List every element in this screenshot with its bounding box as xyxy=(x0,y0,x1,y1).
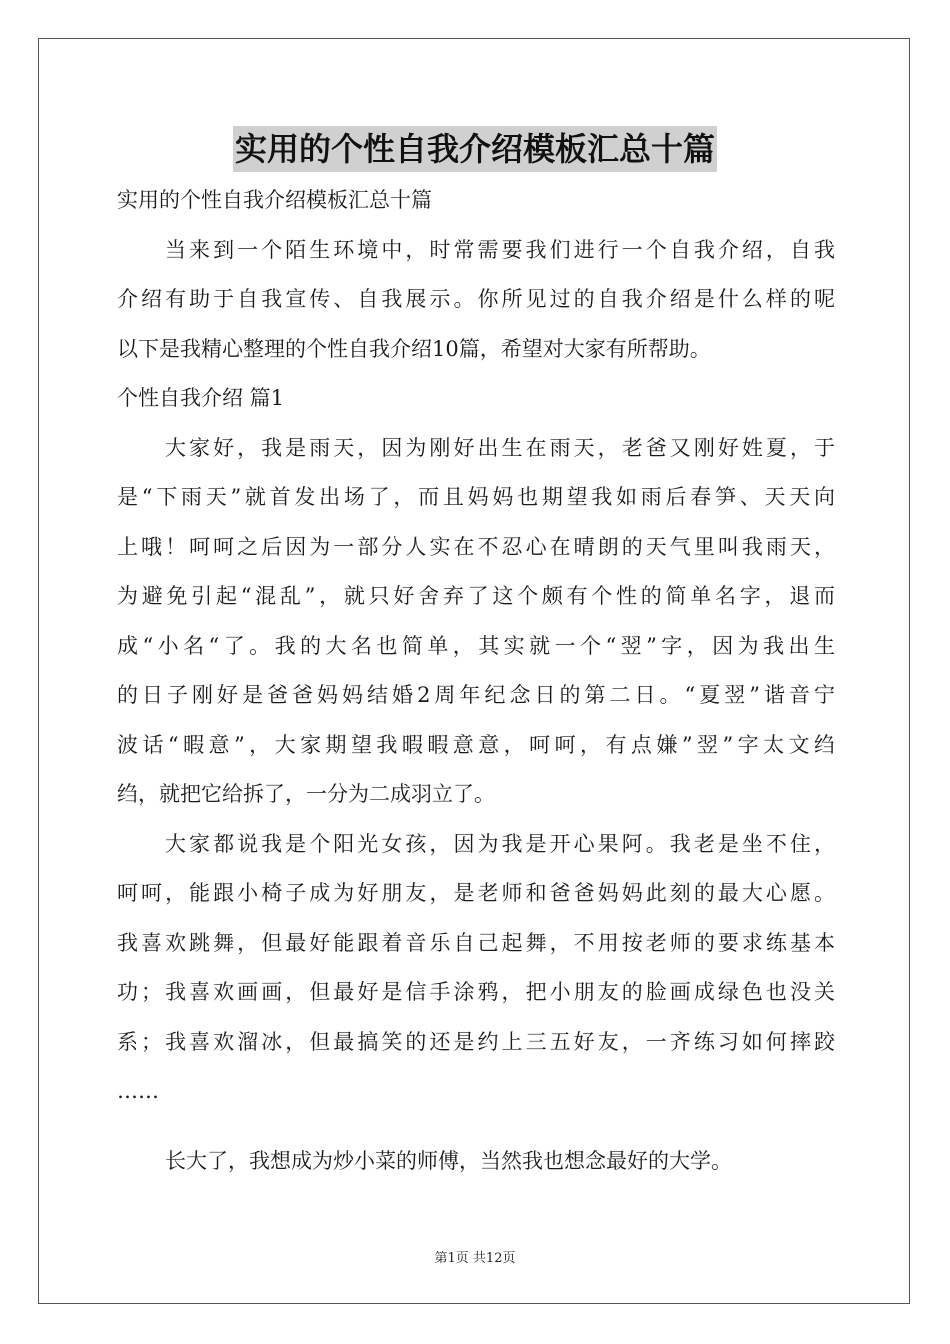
para2-line-5: 系；我喜欢溜冰，但最搞笑的还是约上三五好友，一齐练习如何摔跤 xyxy=(117,1029,835,1054)
document-title-text: 实用的个性自我介绍模板汇总十篇 xyxy=(233,126,717,172)
para2-line-1: 大家都说我是个阳光女孩，因为我是开心果阿。我老是坐不住， xyxy=(165,831,835,856)
subtitle-line: 实用的个性自我介绍模板汇总十篇 xyxy=(117,188,432,212)
document-body xyxy=(117,176,835,1186)
paragraph-gap xyxy=(117,1117,835,1137)
para3-line-1: 长大了，我想成为炒小菜的师傅，当然我也想念最好的大学。 xyxy=(165,1148,732,1173)
para1-line-1: 大家好，我是雨天，因为刚好出生在雨天，老爸又刚好姓夏，于 xyxy=(165,435,835,460)
para1-line-4: 为避免引起“混乱”，就只好舍弃了这个颇有个性的简单名字，退而 xyxy=(117,584,835,608)
para1-line-5: 成“小名“了。我的大名也简单，其实就一个“翌”字，因为我出生 xyxy=(117,633,835,658)
para1-line-2: 是“下雨天”就首发出场了，而且妈妈也期望我如雨后春笋、天天向 xyxy=(117,485,835,509)
para1-line-3: 上哦！呵呵之后因为一部分人实在不忍心在晴朗的天气里叫我雨天， xyxy=(117,534,835,559)
para1-line-6: 的日子刚好是爸爸妈妈结婚2周年纪念日的第二日。“夏翌”谐音宁 xyxy=(117,683,835,707)
para2-line-6: …… xyxy=(117,1079,159,1103)
intro-line-1: 当来到一个陌生环境中，时常需要我们进行一个自我介绍，自我 xyxy=(165,237,835,262)
para2-line-2: 呵呵，能跟小椅子成为好朋友，是老师和爸爸妈妈此刻的最大心愿。 xyxy=(117,881,835,905)
para2-line-4: 功；我喜欢画画，但最好是信手涂鸦，把小朋友的脸画成绿色也没关 xyxy=(117,980,835,1004)
intro-line-3: 以下是我精心整理的个性自我介绍10篇，希望对大家有所帮助。 xyxy=(117,336,711,361)
para1-line-8: 绉，就把它给拆了，一分为二成羽立了。 xyxy=(117,782,495,806)
intro-line-2: 介绍有助于自我宣传、自我展示。你所见过的自我介绍是什么样的呢 xyxy=(117,287,835,311)
document-title xyxy=(0,126,950,172)
para1-line-7: 波话“暇意”，大家期望我暇暇意意，呵呵，有点嫌”翌”字太文绉 xyxy=(117,732,835,757)
section-heading-1: 个性自我介绍 篇1 xyxy=(117,386,285,410)
para2-line-3: 我喜欢跳舞，但最好能跟着音乐自己起舞，不用按老师的要求练基本 xyxy=(117,930,835,955)
page-footer: 第1页 共12页 xyxy=(434,1251,516,1266)
